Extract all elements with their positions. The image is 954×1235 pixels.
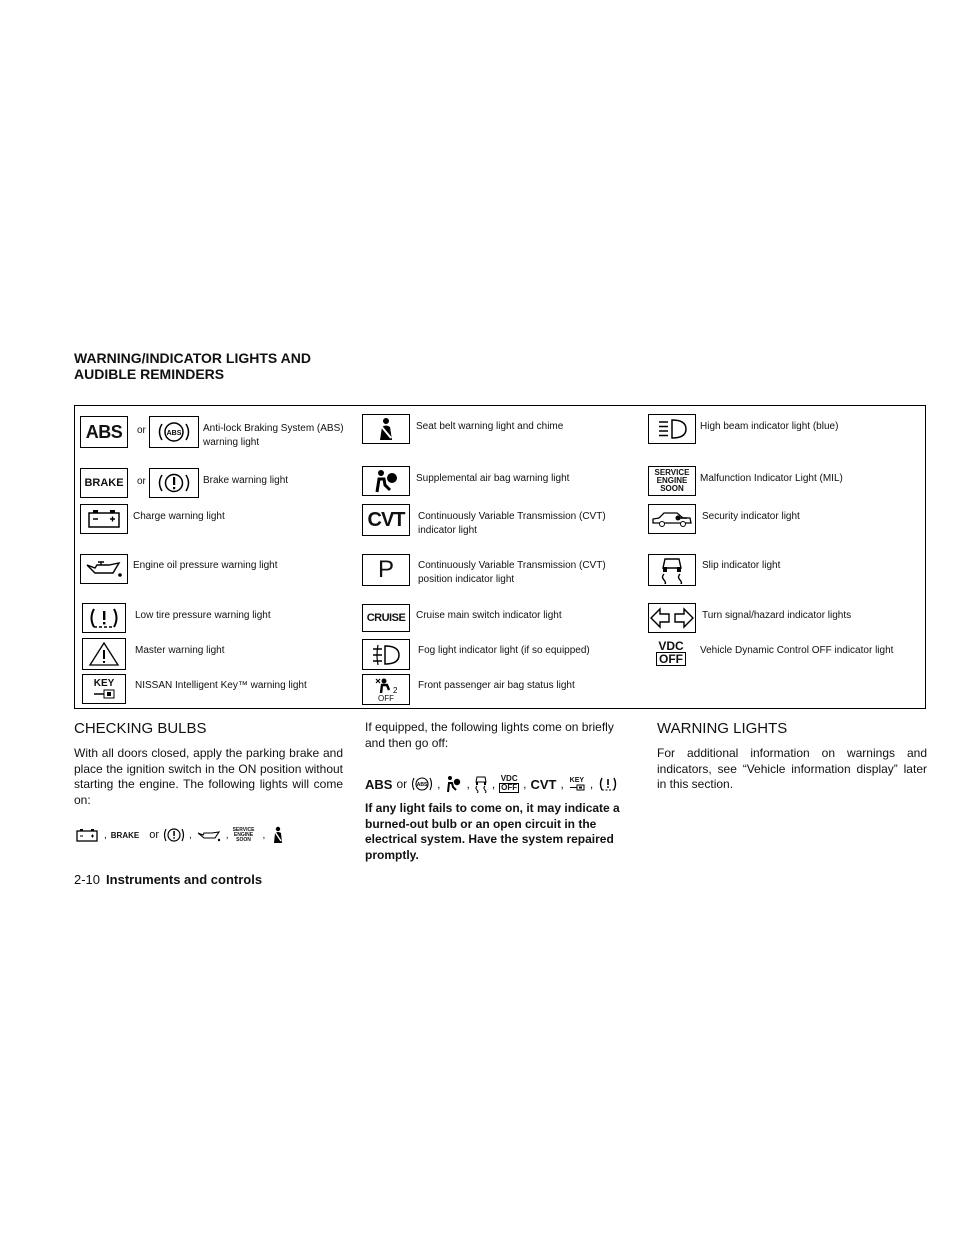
security-label: Security indicator light [702,511,800,522]
middle-icons: ABS or ABS , , , VDC OFF , CVT , KEY , [365,775,637,793]
battery-icon [74,827,100,843]
cvt-position-icon: P [362,554,410,586]
vdc-off-label: Vehicle Dynamic Control OFF indicator light [700,645,894,656]
airbag-icon [362,466,410,496]
tire-pressure-icon [82,603,126,633]
cvt-position-label: Continuously Variable Transmission (CVT) position indicator light [418,560,606,585]
checking-bulbs-icons: , BRAKE or , , SERVICE ENGINE SOON , [74,826,346,844]
security-car-icon [648,504,696,534]
brake-circle-icon [149,468,199,498]
tire-pressure-icon [597,775,619,793]
svg-text:2: 2 [393,685,398,695]
vdc-off-icon: VDC OFF [648,638,694,668]
cvt-label: Continuously Variable Transmission (CVT) indicator light [418,511,606,536]
page-number: 2-10 [74,872,101,887]
key-label: NISSAN Intelligent Key™ warning light [135,680,307,691]
service-engine-soon-icon: SERVICE ENGINE SOON [232,826,255,843]
svg-text:ABS: ABS [166,430,182,437]
oil-can-icon [80,554,128,584]
turn-signal-icon [648,603,696,633]
cruise-label: Cruise main switch indicator light [416,610,562,621]
footer-section: Instruments and controls [106,872,263,887]
brake-icon: BRAKE [80,468,128,498]
fog-light-icon [362,639,410,670]
key-icon: KEY [568,777,586,791]
middle-body: If equipped, the following lights come on briefly and then go off: [365,720,614,750]
passenger-airbag-label: Front passenger air bag status light [418,680,575,691]
cvt-text: CVT [530,776,557,792]
or-text: or [396,777,408,791]
vdc-off-icon: VDC OFF [500,774,518,792]
page-footer [74,872,262,887]
slip-icon [648,554,696,586]
airbag-icon [444,775,462,793]
brake-label: Brake warning light [203,475,289,486]
turn-label: Turn signal/hazard indicator lights [702,610,852,621]
or-text: or [137,425,146,436]
service-engine-soon-icon: SERVICE ENGINE SOON [648,466,696,496]
seatbelt-label: Seat belt warning light and chime [416,421,564,432]
oil-label: Engine oil pressure warning light [133,560,278,571]
svg-text:ABS: ABS [416,782,428,788]
oil-can-icon [196,828,222,842]
master-warning-icon [82,638,126,670]
seatbelt-icon [269,826,287,844]
master-label: Master warning light [135,645,225,656]
abs-circle-icon [149,416,199,448]
abs-icon: ABS [80,416,128,448]
mil-label: Malfunction Indicator Light (MIL) [700,473,843,484]
bulb-failure-warning: If any light fails to come on, it may indicate a burned-out bulb or an open circuit in the electrical system. Have the system repaired promptly. [365,801,620,862]
tire-label: Low tire pressure warning light [135,610,271,621]
high-beam-label: High beam indicator light (blue) [700,421,839,432]
seatbelt-icon [362,414,410,444]
warning-lights-body: For additional information on warnings and indicators, see “Vehicle information display” later in this section. [657,746,927,791]
abs-label: Anti-lock Braking System (ABS) warning light [203,423,344,448]
slip-icon [474,775,488,793]
warning-lights-heading: WARNING LIGHTS [657,720,788,737]
key-icon: KEY [82,674,126,704]
high-beam-icon [648,414,696,444]
passenger-airbag-icon: 2 OFF [362,674,410,705]
abs-circle-icon [411,775,433,793]
warning-lights-table [74,405,926,709]
checking-bulbs-heading: CHECKING BULBS [74,720,207,737]
charge-label: Charge warning light [133,511,225,522]
cvt-icon: CVT [362,504,410,536]
or-text: or [137,476,146,487]
airbag-label: Supplemental air bag warning light [416,473,570,484]
battery-icon [80,504,128,534]
abs-text: ABS [365,776,393,792]
section-heading: WARNING/INDICATOR LIGHTS AND AUDIBLE REMINDERS [74,350,311,382]
cruise-icon: CRUISE [362,604,410,632]
slip-label: Slip indicator light [702,560,781,571]
brake-text: BRAKE [110,830,140,840]
checking-bulbs-body: With all doors closed, apply the parking brake and place the ignition switch in the ON position without starting the engine. The following lights will come on: [74,746,343,807]
or-text: or [149,829,160,841]
fog-label: Fog light indicator light (if so equipped) [418,645,590,656]
brake-circle-icon [163,826,185,844]
